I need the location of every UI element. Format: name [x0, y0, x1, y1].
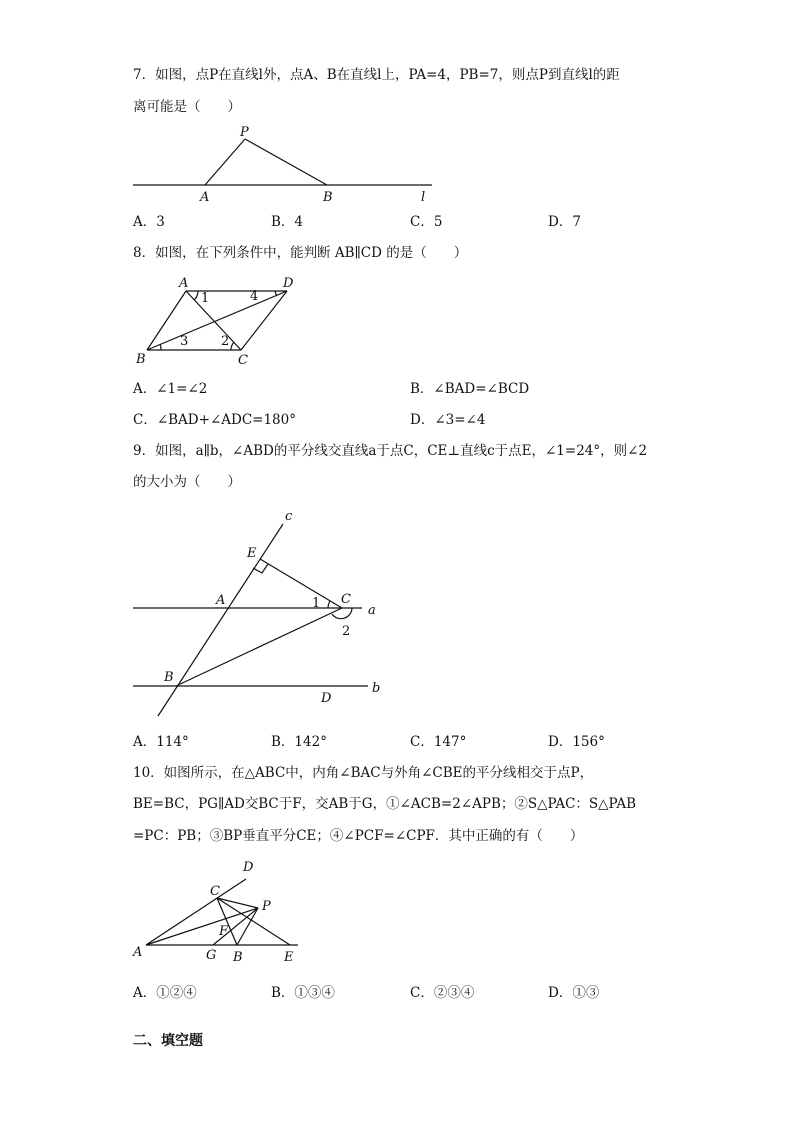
q10-option-d[interactable]: D．①③: [548, 985, 600, 1001]
q9-label-a-line: a: [368, 603, 376, 618]
q10-text-line2: BE=BC，PG∥AD交BC于F，交AB于G，①∠ACB=2∠APB；②S△PAC：S△PAB: [133, 796, 637, 812]
q7-option-d[interactable]: D．7: [548, 214, 581, 230]
q10-label-c: C: [210, 884, 220, 899]
q9-option-c[interactable]: C．147°: [410, 734, 467, 750]
q9-label-a-point: A: [216, 593, 226, 608]
q8-angle-2: 2: [221, 334, 230, 349]
q8-label-d: D: [283, 276, 294, 291]
q10-label-b: B: [233, 950, 243, 965]
q8-label-b: B: [136, 352, 146, 367]
q9-label-c-line: c: [285, 509, 293, 524]
q8-option-b[interactable]: B．∠BAD=∠BCD: [410, 381, 530, 397]
q10-label-a: A: [133, 945, 143, 960]
section-heading: 二、填空题: [133, 1033, 203, 1049]
q9-option-b[interactable]: B．142°: [271, 734, 327, 750]
q9-label-b-line: b: [372, 681, 381, 696]
q8-angle-4: 4: [250, 289, 259, 304]
q10-label-e: E: [284, 950, 294, 965]
q9-label-d: D: [321, 691, 332, 706]
q10-option-a[interactable]: A．①②④: [133, 985, 197, 1001]
q9-angle-2: 2: [342, 624, 351, 639]
q10-text-line3: =PC：PB；③BP垂直平分CE；④∠PCF=∠CPF．其中正确的有（ ）: [133, 828, 584, 844]
q10-segment-ad: [146, 879, 246, 945]
q7-label-a: A: [200, 190, 210, 205]
q8-label-a: A: [179, 276, 189, 291]
q10-option-c[interactable]: C．②③④: [410, 985, 475, 1001]
q8-angle-1: 1: [201, 291, 210, 306]
q10-segment-cp: [217, 898, 258, 908]
q10-text-line1: 10．如图所示，在△ABC中，内角∠BAC与外角∠CBE的平分线相交于点P，: [133, 765, 594, 781]
q9-text-line1: 9．如图，a∥b，∠ABD的平分线交直线a于点C，CE⊥直线c于点E，∠1=24°，则∠2: [133, 443, 648, 459]
q10-label-d: D: [243, 860, 254, 875]
q8-option-c[interactable]: C．∠BAD+∠ADC=180°: [133, 412, 296, 428]
q10-segment-ap: [146, 908, 258, 945]
q9-label-b-point: B: [164, 670, 174, 685]
q10-option-b[interactable]: B．①③④: [271, 985, 335, 1001]
q9-text-line2: 的大小为（ ）: [133, 474, 241, 490]
q9-option-a[interactable]: A．114°: [133, 734, 189, 750]
q7-option-c[interactable]: C．5: [410, 214, 443, 230]
q8-option-a[interactable]: A．∠1=∠2: [133, 381, 208, 397]
q7-text-line1: 7．如图，点P在直线l外，点A、B在直线l上，PA=4，PB=7，则点P到直线l的距: [133, 67, 620, 83]
q7-label-p: P: [240, 125, 249, 140]
q10-label-g: G: [206, 948, 217, 963]
q7-label-l: l: [421, 190, 426, 205]
q8-text-line1: 8．如图，在下列条件中，能判断 AB∥CD 的是（ ）: [133, 245, 468, 261]
q9-angle-1: 1: [312, 596, 321, 611]
q9-option-d[interactable]: D．156°: [548, 734, 605, 750]
q9-label-e: E: [247, 546, 257, 561]
q7-option-a[interactable]: A．3: [133, 214, 165, 230]
q8-option-d[interactable]: D．∠3=∠4: [410, 412, 486, 428]
q9-label-c-point: C: [341, 592, 351, 607]
q7-label-b: B: [323, 190, 333, 205]
q7-option-b[interactable]: B．4: [271, 214, 304, 230]
q10-label-f: F: [219, 924, 229, 939]
q8-angle-3: 3: [180, 334, 189, 349]
q10-label-p: P: [262, 899, 271, 914]
q7-text-line2: 离可能是（ ）: [133, 99, 241, 115]
q8-label-c: C: [238, 353, 248, 368]
